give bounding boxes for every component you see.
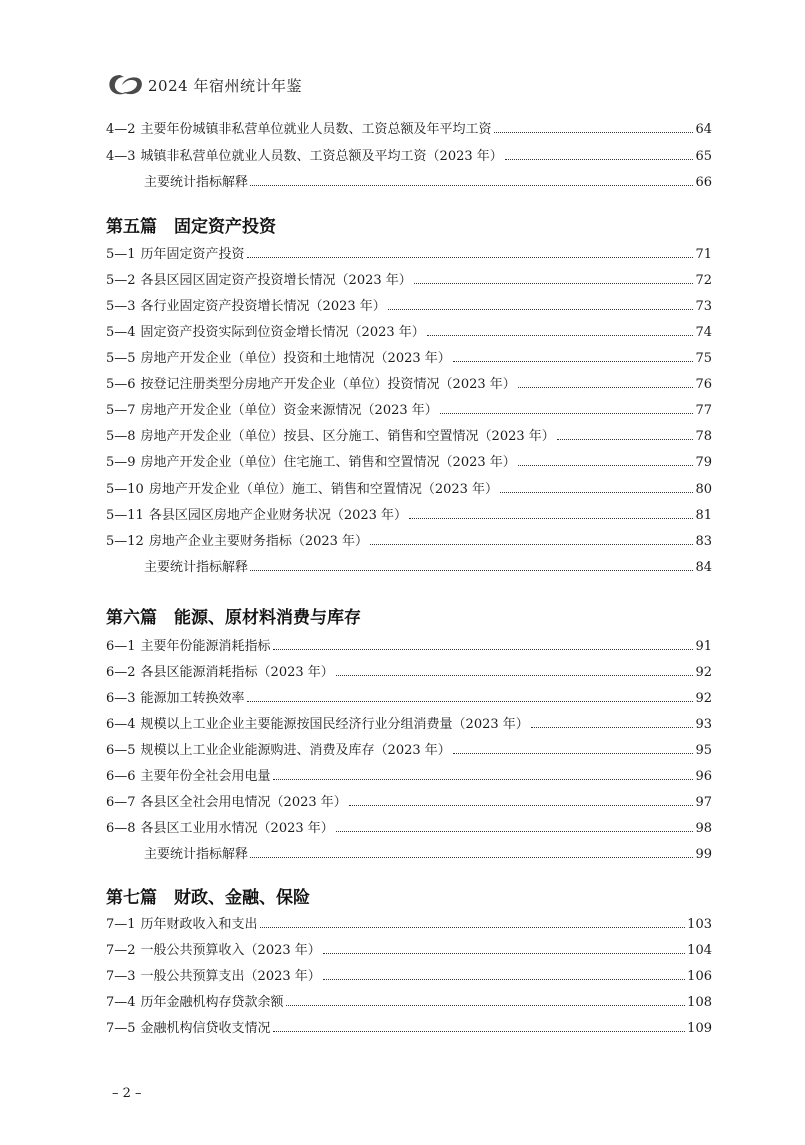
- toc-number: 7—4: [106, 995, 136, 1010]
- toc-page-number: 76: [695, 377, 712, 392]
- toc-row[interactable]: [106, 297, 712, 317]
- toc-title: 各行业固定资产投资增长情况（2023 年）: [140, 299, 386, 314]
- dot-leader: [250, 569, 693, 571]
- toc-number: 5—9: [106, 455, 136, 470]
- toc-row[interactable]: [106, 941, 712, 961]
- dot-leader: [427, 334, 694, 336]
- dot-leader: [273, 778, 694, 780]
- toc-title: 一般公共预算支出（2023 年）: [140, 969, 321, 984]
- toc-title: 主要统计指标解释: [144, 560, 249, 575]
- toc-row[interactable]: [106, 480, 712, 500]
- toc-number: 5—5: [106, 351, 136, 366]
- dot-leader: [440, 412, 694, 414]
- toc-row[interactable]: [106, 793, 712, 813]
- toc-page-number: 95: [695, 743, 712, 758]
- toc-row[interactable]: [106, 715, 712, 735]
- toc-title: 各县区全社会用电情况（2023 年）: [140, 795, 347, 810]
- dot-leader: [409, 517, 693, 519]
- toc-number: 5—3: [106, 299, 136, 314]
- toc-title: 房地产开发企业（单位）投资和土地情况（2023 年）: [140, 351, 451, 366]
- section-heading: 第七篇 财政、金融、保险: [106, 888, 310, 908]
- toc-title: 房地产开发企业（单位）按县、区分施工、销售和空置情况（2023 年）: [140, 429, 555, 444]
- toc-number: 5—1: [106, 247, 136, 262]
- toc-number: 7—2: [106, 943, 136, 958]
- toc-row[interactable]: [106, 147, 712, 167]
- toc-title: 历年金融机构存贷款余额: [140, 995, 284, 1010]
- dot-leader: [250, 856, 693, 858]
- toc-number: 6—7: [106, 795, 136, 810]
- toc-page-number: 74: [695, 325, 712, 340]
- toc-number: 6—5: [106, 743, 136, 758]
- toc-row[interactable]: [106, 453, 712, 473]
- toc-number: 5—11: [106, 508, 144, 523]
- toc-number: 7—1: [106, 917, 136, 932]
- dot-leader: [500, 491, 693, 493]
- toc-title: 按登记注册类型分房地产开发企业（单位）投资情况（2023 年）: [140, 377, 516, 392]
- dot-leader: [518, 464, 694, 466]
- toc-page-number: 66: [695, 175, 712, 190]
- page-header: [106, 70, 302, 100]
- toc-row[interactable]: [106, 767, 712, 787]
- toc-row[interactable]: [106, 323, 712, 343]
- toc-number: 6—1: [106, 639, 136, 654]
- toc-page-number: 109: [687, 1021, 712, 1036]
- toc-row[interactable]: [106, 401, 712, 421]
- toc-number: 5—2: [106, 273, 136, 288]
- toc-title: 金融机构信贷收支情况: [140, 1021, 271, 1036]
- toc-title: 各县区园区固定资产投资增长情况（2023 年）: [140, 273, 412, 288]
- toc-number: 6—8: [106, 821, 136, 836]
- toc-title: 固定资产投资实际到位资金增长情况（2023 年）: [140, 325, 425, 340]
- toc-note-row[interactable]: [106, 558, 712, 578]
- dot-leader: [323, 952, 685, 954]
- dot-leader: [273, 648, 694, 650]
- toc-row[interactable]: [106, 741, 712, 761]
- toc-page-number: 92: [695, 665, 712, 680]
- toc-title: 各县区工业用水情况（2023 年）: [140, 821, 334, 836]
- toc-page-number: 93: [695, 717, 712, 732]
- toc-number: 5—4: [106, 325, 136, 340]
- toc-page-number: 84: [695, 560, 712, 575]
- header-title: 2024 年宿州统计年鉴: [148, 76, 302, 95]
- toc-number: 4—2: [106, 122, 136, 137]
- toc-title: 城镇非私营单位就业人员数、工资总额及平均工资（2023 年）: [140, 149, 503, 164]
- toc-row[interactable]: [106, 271, 712, 291]
- dot-leader: [336, 674, 694, 676]
- toc-page-number: 80: [695, 482, 712, 497]
- toc-title: 主要年份城镇非私营单位就业人员数、工资总额及年平均工资: [140, 122, 492, 137]
- dot-leader: [494, 131, 694, 133]
- toc-page-number: 108: [687, 995, 712, 1010]
- toc-page-number: 97: [695, 795, 712, 810]
- toc-page-number: 75: [695, 351, 712, 366]
- toc-page-number: 103: [687, 917, 712, 932]
- dot-leader: [250, 184, 693, 186]
- toc-title: 规模以上工业企业能源购进、消费及库存（2023 年）: [140, 743, 451, 758]
- toc-row[interactable]: [106, 915, 712, 935]
- toc-row[interactable]: [106, 637, 712, 657]
- dot-leader: [388, 308, 694, 310]
- toc-title: 各县区园区房地产企业财务状况（2023 年）: [148, 508, 408, 523]
- toc-title: 主要年份能源消耗指标: [140, 639, 271, 654]
- dot-leader: [414, 282, 694, 284]
- toc-row[interactable]: [106, 120, 712, 140]
- toc-page-number: 65: [695, 149, 712, 164]
- dot-leader: [323, 978, 685, 980]
- toc-number: 6—2: [106, 665, 136, 680]
- toc-number: 5—7: [106, 403, 136, 418]
- toc-number: 5—8: [106, 429, 136, 444]
- toc-title: 房地产企业主要财务指标（2023 年）: [148, 534, 369, 549]
- dot-leader: [336, 830, 694, 832]
- toc-page-number: 96: [695, 769, 712, 784]
- section-heading: 第六篇 能源、原材料消费与库存: [106, 608, 361, 628]
- toc-row[interactable]: [106, 819, 712, 839]
- toc-page-number: 77: [695, 403, 712, 418]
- dot-leader: [518, 386, 694, 388]
- toc-row[interactable]: [106, 427, 712, 447]
- toc-row[interactable]: [106, 532, 712, 552]
- toc-page-number: 64: [695, 122, 712, 137]
- toc-page-number: 106: [687, 969, 712, 984]
- toc-note-row[interactable]: [106, 845, 712, 865]
- toc-page-number: 83: [695, 534, 712, 549]
- toc-number: 7—5: [106, 1021, 136, 1036]
- toc-page-number: 98: [695, 821, 712, 836]
- toc-number: 4—3: [106, 149, 136, 164]
- page-number: – 2 –: [112, 1086, 142, 1101]
- toc-number: 7—3: [106, 969, 136, 984]
- dot-leader: [247, 256, 694, 258]
- toc-number: 5—10: [106, 482, 144, 497]
- toc-page-number: 73: [695, 299, 712, 314]
- toc-page-number: 92: [695, 691, 712, 706]
- dot-leader: [247, 700, 694, 702]
- toc-number: 6—3: [106, 691, 136, 706]
- toc-page-number: 79: [695, 455, 712, 470]
- dot-leader: [453, 752, 694, 754]
- toc-page-number: 71: [695, 247, 712, 262]
- toc-page-number: 104: [687, 943, 712, 958]
- toc-row[interactable]: [106, 506, 712, 526]
- toc-page-number: 91: [695, 639, 712, 654]
- dot-leader: [349, 804, 694, 806]
- dot-leader: [273, 1030, 686, 1032]
- toc-row[interactable]: [106, 663, 712, 683]
- toc-title: 规模以上工业企业主要能源按国民经济行业分组消费量（2023 年）: [140, 717, 529, 732]
- toc-title: 历年固定资产投资: [140, 247, 245, 262]
- toc-row[interactable]: [106, 245, 712, 265]
- toc-title: 各县区能源消耗指标（2023 年）: [140, 665, 334, 680]
- toc-title: 主要年份全社会用电量: [140, 769, 271, 784]
- toc-number: 6—4: [106, 717, 136, 732]
- toc-number: 6—6: [106, 769, 136, 784]
- dot-leader: [557, 438, 694, 440]
- toc-title: 房地产开发企业（单位）住宅施工、销售和空置情况（2023 年）: [140, 455, 516, 470]
- toc-page-number: 72: [695, 273, 712, 288]
- dot-leader: [370, 543, 693, 545]
- section-heading: 第五篇 固定资产投资: [106, 217, 276, 237]
- toc-title: 房地产开发企业（单位）资金来源情况（2023 年）: [140, 403, 438, 418]
- dot-leader: [286, 1004, 686, 1006]
- toc-page-number: 81: [695, 508, 712, 523]
- toc-page-number: 99: [695, 847, 712, 862]
- toc-note-row[interactable]: [106, 173, 712, 193]
- toc-number: 5—12: [106, 534, 144, 549]
- toc-row[interactable]: [106, 1019, 712, 1039]
- toc-row[interactable]: [106, 375, 712, 395]
- toc-number: 5—6: [106, 377, 136, 392]
- dot-leader: [453, 360, 694, 362]
- toc-title: 历年财政收入和支出: [140, 917, 258, 932]
- toc-title: 房地产开发企业（单位）施工、销售和空置情况（2023 年）: [148, 482, 499, 497]
- toc-title: 主要统计指标解释: [144, 175, 249, 190]
- toc-row[interactable]: [106, 993, 712, 1013]
- dot-leader: [531, 726, 694, 728]
- toc-row[interactable]: [106, 689, 712, 709]
- dot-leader: [505, 158, 694, 160]
- toc-title: 能源加工转换效率: [140, 691, 245, 706]
- toc-title: 主要统计指标解释: [144, 847, 249, 862]
- toc-title: 一般公共预算收入（2023 年）: [140, 943, 321, 958]
- yearbook-logo-icon: [106, 72, 144, 98]
- toc-row[interactable]: [106, 349, 712, 369]
- toc-row[interactable]: [106, 967, 712, 987]
- toc-page-number: 78: [695, 429, 712, 444]
- dot-leader: [260, 926, 686, 928]
